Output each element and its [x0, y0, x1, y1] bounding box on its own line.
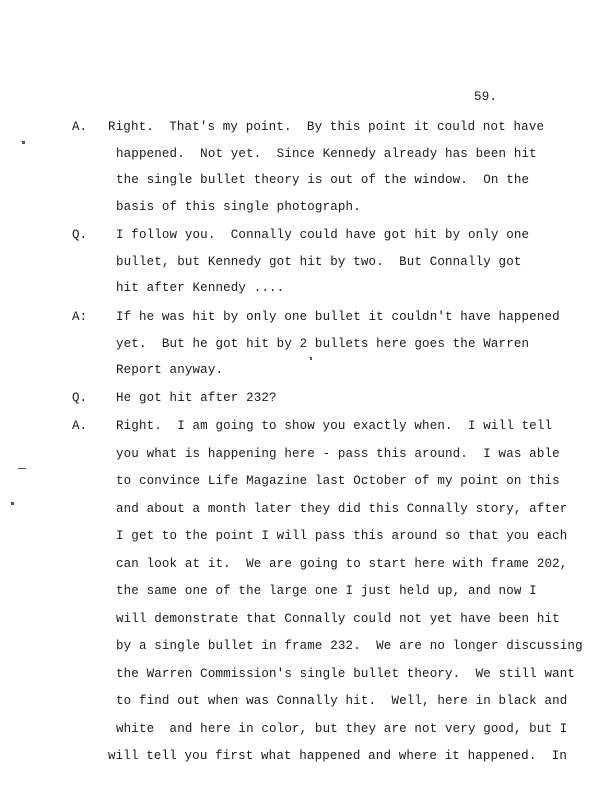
transcript-line: If he was hit by only one bullet it couldn't have happened: [116, 310, 560, 324]
transcript-line: Right. I am going to show you exactly when. I will tell: [116, 419, 553, 433]
transcript-line: Report anyway.: [116, 363, 224, 377]
transcript-line: basis of this single photograph.: [116, 200, 361, 214]
transcript-line: by a single bullet in frame 232. We are no longer discussing: [116, 639, 583, 653]
transcript-line: Right. That's my point. By this point it could not have: [108, 120, 545, 134]
speaker-label: A.: [72, 120, 88, 134]
transcript-line: white and here in color, but they are not very good, but I: [116, 722, 568, 736]
transcript-line: bullet, but Kennedy got hit by two. But Connally got: [116, 255, 522, 269]
transcript-line: hit after Kennedy ....: [116, 281, 285, 295]
scan-speck: [22, 141, 25, 144]
transcript-line: you what is happening here - pass this around. I was able: [116, 447, 560, 461]
scan-speck: [11, 502, 14, 505]
transcript-line: to find out when was Connally hit. Well, here in black and: [116, 694, 568, 708]
transcript-line: to convince Life Magazine last October of my point on this: [116, 474, 560, 488]
scan-speck: [18, 468, 26, 469]
transcript-line: He got hit after 232?: [116, 391, 277, 405]
speaker-label: A.: [72, 419, 88, 433]
speaker-label: Q.: [72, 391, 88, 405]
transcript-line: can look at it. We are going to start here with frame 202,: [116, 557, 568, 571]
transcript-line: happened. Not yet. Since Kennedy already has been hit: [116, 147, 537, 161]
page-number: 59.: [474, 90, 498, 104]
transcript-line: yet. But he got hit by 2 bullets here goes the Warren: [116, 337, 530, 351]
transcript-line: I follow you. Connally could have got hit by only one: [116, 228, 530, 242]
transcript-line: I get to the point I will pass this around so that you each: [116, 529, 568, 543]
transcript-line: will demonstrate that Connally could not yet have been hit: [116, 612, 560, 626]
transcript-line: will tell you first what happened and where it happened. In: [108, 749, 568, 763]
speaker-label: Q.: [72, 228, 88, 242]
speaker-label: A:: [72, 310, 88, 324]
transcript-line: the single bullet theory is out of the window. On the: [116, 173, 530, 187]
transcript-line: the same one of the large one I just held up, and now I: [116, 584, 537, 598]
transcript-line: and about a month later they did this Connally story, after: [116, 502, 568, 516]
scan-speck: [310, 357, 312, 360]
transcript-line: the Warren Commission's single bullet theory. We still want: [116, 667, 576, 681]
